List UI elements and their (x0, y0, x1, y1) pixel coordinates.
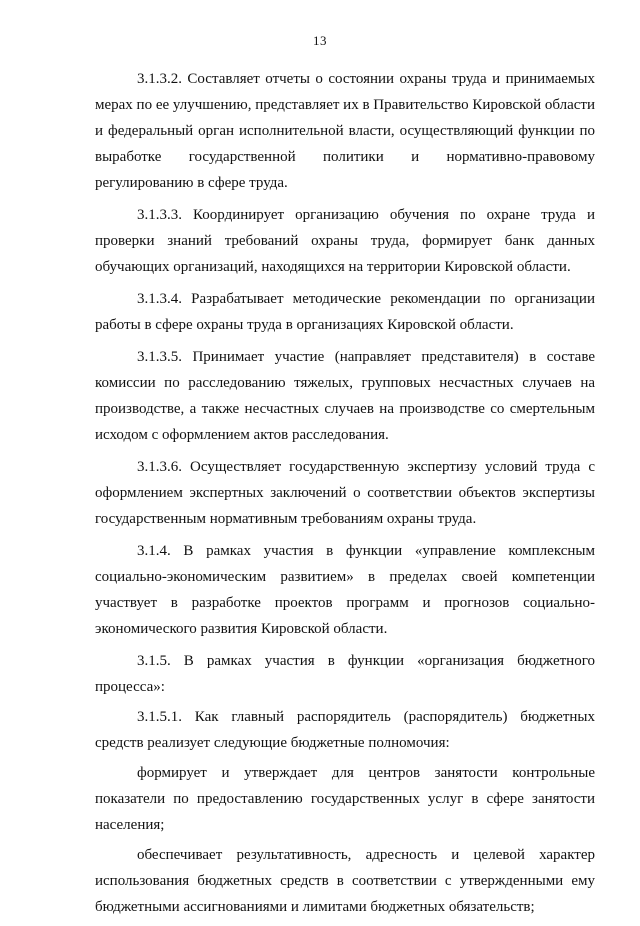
paragraph-3-1-3-4: 3.1.3.4. Разрабатывает методические рекомендации по организации работы в сфере охраны труда в организациях Кировской области. (95, 291, 595, 333)
paragraph-3-1-3-6: 3.1.3.6. Осуществляет государственную экспертизу условий труда с оформлением экспертных заключений о соответствии объектов экспертизы государственным нормативным требованиям охраны труда. (95, 459, 595, 527)
paragraph-3-1-4: 3.1.4. В рамках участия в функции «управление комплексным социально-экономическим развитием» в пределах своей компетенции участвует в разработке проектов программ и прогнозов социально-экономического развития Кировской области. (95, 543, 595, 637)
paragraph-3-1-3-5: 3.1.3.5. Принимает участие (направляет представителя) в составе комиссии по расследованию тяжелых, групповых несчастных случаев на производстве, а также несчастных случаев на производстве со смертельным исходом с оформлением актов расследования. (95, 349, 595, 443)
paragraph-forms-indicators: формирует и утверждает для центров занятости контрольные показатели по предоставлению государственных услуг в сфере занятости населения; (95, 765, 595, 833)
paragraph-3-1-3-3: 3.1.3.3. Координирует организацию обучения по охране труда и проверки знаний требований охраны труда, формирует банк данных обучающих организаций, находящихся на территории Кировской области. (95, 207, 595, 275)
document-body (95, 66, 595, 926)
page-number: 13 (313, 33, 327, 48)
paragraph-3-1-3-2: 3.1.3.2. Составляет отчеты о состоянии охраны труда и принимаемых мерах по ее улучшению, представляет их в Правительство Кировской области и федеральный орган исполнительной власти, осуществляющий функции по выработке государственной политики и нормативно-правовому регулированию в сфере труда. (95, 71, 595, 191)
paragraph-3-1-5-1: 3.1.5.1. Как главный распорядитель (распорядитель) бюджетных средств реализует следующие бюджетные полномочия: (95, 709, 595, 751)
paragraph-3-1-5: 3.1.5. В рамках участия в функции «организация бюджетного процесса»: (95, 653, 595, 695)
paragraph-ensures-effectiveness: обеспечивает результативность, адресность и целевой характер использования бюджетных средств в соответствии с утвержденными ему бюджетными ассигнованиями и лимитами бюджетных обязательств; (95, 847, 595, 915)
